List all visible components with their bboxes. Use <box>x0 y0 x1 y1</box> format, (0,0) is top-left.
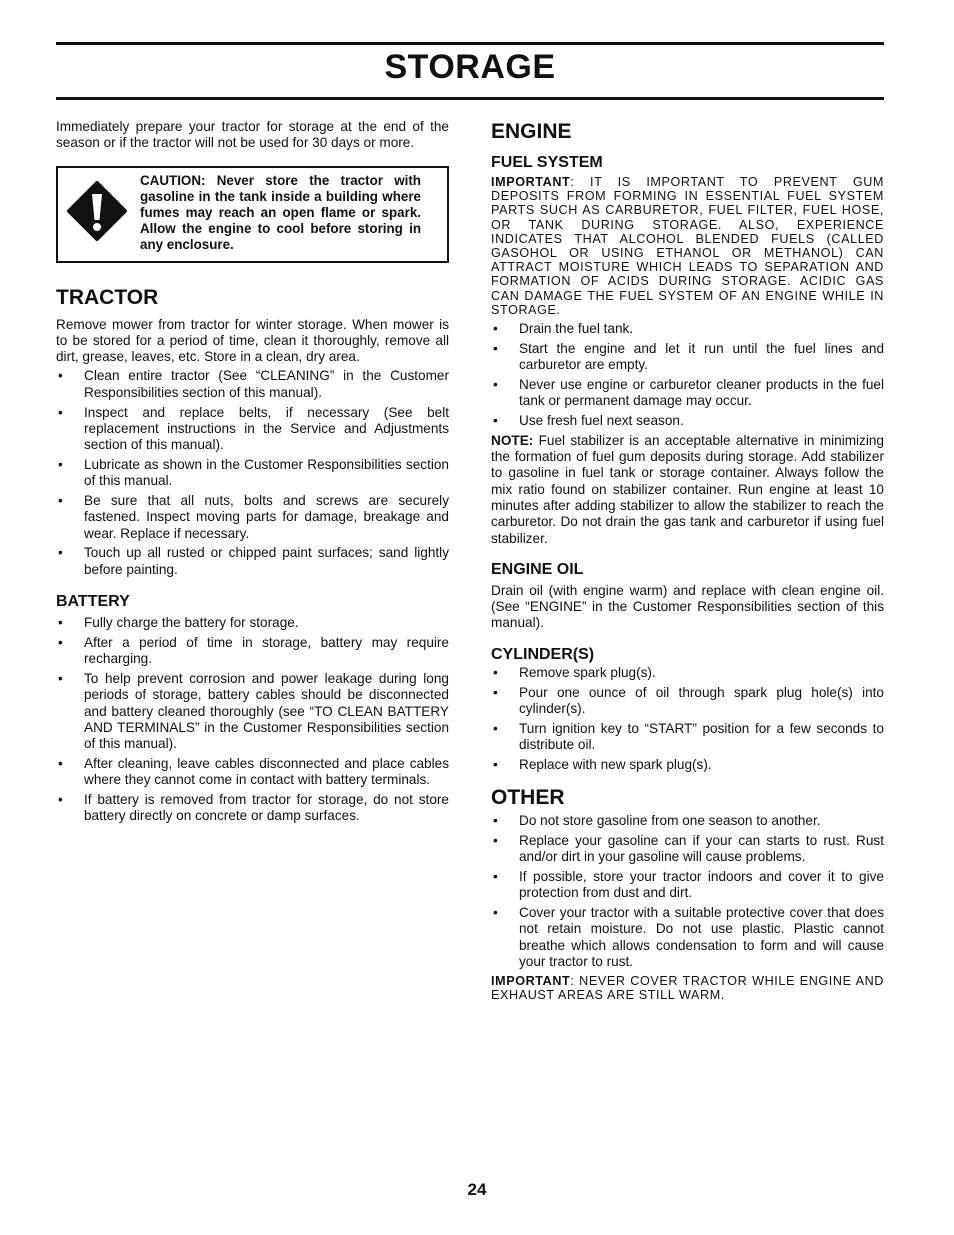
fuel-stabilizer-note <box>491 433 884 547</box>
list-item: • Be sure that all nuts, bolts and screws are securely fastened. Inspect moving parts for damage, breakage and wear. Replace if necessary. <box>56 493 449 542</box>
page-title: STORAGE <box>384 48 556 86</box>
right-column <box>491 119 884 1002</box>
tractor-heading: TRACTOR <box>56 285 159 309</box>
important-text: : IT IS IMPORTANT TO PREVENT GUM DEPOSITS FROM FORMING IN ESSENTIAL FUEL SYSTEM PARTS SUCH AS CARBURETOR, FUEL FILTER, FUEL HOSE, OR TANK DURING STORAGE. ALSO, EXPERIENCE INDICATES THAT ALCOHOL BLENDED FUELS (CALLED GASOHOL OR USING ETHANOL OR METHANOL) CAN ATTRACT MOISTURE WHICH LEADS TO SEPARATION AND FORMATION OF ACIDS DURING STORAGE. ACIDIC GAS CAN DAMAGE THE FUEL SYSTEM OF AN ENGINE WHILE IN STORAGE. <box>491 175 884 317</box>
top-rule <box>56 42 884 45</box>
list-item: • Never use engine or carburetor cleaner products in the fuel tank or permanent damage may occur. <box>491 377 884 410</box>
engine-oil-text: Drain oil (with engine warm) and replace with clean engine oil. (See “ENGINE” in the Customer Responsibilities section of this manual). <box>491 582 884 631</box>
caution-text: CAUTION: Never store the tractor with gasoline in the tank inside a building where fumes may reach an open flame or spark. Allow the engine to cool before storing in any enclosure. <box>140 172 421 252</box>
cylinders-heading: CYLINDER(S) <box>491 645 595 663</box>
title-underline <box>56 97 884 100</box>
list-item: • If possible, store your tractor indoors and cover it to give protection from dust and dirt. <box>491 869 884 902</box>
list-item: • Turn ignition key to “START” position for a few seconds to distribute oil. <box>491 721 884 754</box>
fuel-system-important <box>491 175 884 317</box>
fuel-system-list <box>491 321 884 429</box>
list-item: • To help prevent corrosion and power leakage during long periods of storage, battery cables should be disconnected and battery cleaned thoroughly (see “TO CLEAN BATTERY AND TERMINALS” in the Customer Responsibilities section of this manual). <box>56 671 449 752</box>
list-item: • Do not store gasoline from one season to another. <box>491 813 884 829</box>
battery-list <box>56 615 449 825</box>
tractor-list <box>56 368 449 578</box>
other-list <box>491 813 884 970</box>
note-label: NOTE: <box>491 432 534 448</box>
warning-exclamation-icon <box>66 180 128 242</box>
engine-heading: ENGINE <box>491 120 572 143</box>
list-item: • Fully charge the battery for storage. <box>56 615 449 631</box>
other-important <box>491 974 884 1002</box>
fuel-system-heading: FUEL SYSTEM <box>491 154 603 171</box>
list-item: • Clean entire tractor (See “CLEANING” in the Customer Responsibilities section of this manual). <box>56 368 449 401</box>
list-item: • Drain the fuel tank. <box>491 321 884 337</box>
list-item: • Lubricate as shown in the Customer Responsibilities section of this manual. <box>56 457 449 490</box>
list-item: • Inspect and replace belts, if necessary (See belt replacement instructions in the Service and Adjustments section of this manual). <box>56 405 449 454</box>
engine-oil-heading: ENGINE OIL <box>491 560 584 578</box>
list-item: • Replace your gasoline can if your can starts to rust. Rust and/or dirt in your gasoline will cause problems. <box>491 833 884 866</box>
list-item: • After cleaning, leave cables disconnected and place cables where they cannot come in contact with battery terminals. <box>56 756 449 789</box>
page-number: 24 <box>467 1180 487 1199</box>
list-item: • Use fresh fuel next season. <box>491 413 884 429</box>
list-item: • Touch up all rusted or chipped paint surfaces; sand lightly before painting. <box>56 545 449 578</box>
cylinders-list <box>491 665 884 773</box>
important-text: : NEVER COVER TRACTOR WHILE ENGINE AND EXHAUST AREAS ARE STILL WARM. <box>491 973 884 1002</box>
intro-paragraph: Immediately prepare your tractor for storage at the end of the season or if the tractor will not be used for 30 days or more. <box>56 119 449 151</box>
left-column <box>56 119 449 828</box>
list-item: • Start the engine and let it run until the fuel lines and carburetor are empty. <box>491 341 884 374</box>
other-heading: OTHER <box>491 786 565 810</box>
battery-heading: BATTERY <box>56 593 130 611</box>
tractor-intro: Remove mower from tractor for winter storage. When mower is to be stored for a period of time, clean it thoroughly, remove all dirt, grease, leaves, etc. Store in a clean, dry area. <box>56 316 449 365</box>
important-label: IMPORTANT <box>491 175 571 189</box>
note-text: Fuel stabilizer is an acceptable alternative in minimizing the formation of fuel gum deposits during storage. Add stabilizer to gasoline in fuel tank or storage container. Always follow the mix ratio found on stabilizer container. Run engine at least 10 minutes after adding stabilizer to allow the stabilizer to reach the carburetor. Do not drain the gas tank and carburetor if using fuel stabilizer. <box>491 432 884 546</box>
list-item: • Pour one ounce of oil through spark plug hole(s) into cylinder(s). <box>491 685 884 718</box>
list-item: • Remove spark plug(s). <box>491 665 884 681</box>
caution-box <box>56 166 449 263</box>
list-item: • If battery is removed from tractor for storage, do not store battery directly on concrete or damp surfaces. <box>56 792 449 825</box>
list-item: • Replace with new spark plug(s). <box>491 757 884 773</box>
list-item: • Cover your tractor with a suitable protective cover that does not retain moisture. Do not use plastic. Plastic cannot breathe which allows condensation to form and will cause your tractor to rust. <box>491 905 884 970</box>
important-label: IMPORTANT <box>491 973 571 988</box>
list-item: • After a period of time in storage, battery may require recharging. <box>56 635 449 668</box>
